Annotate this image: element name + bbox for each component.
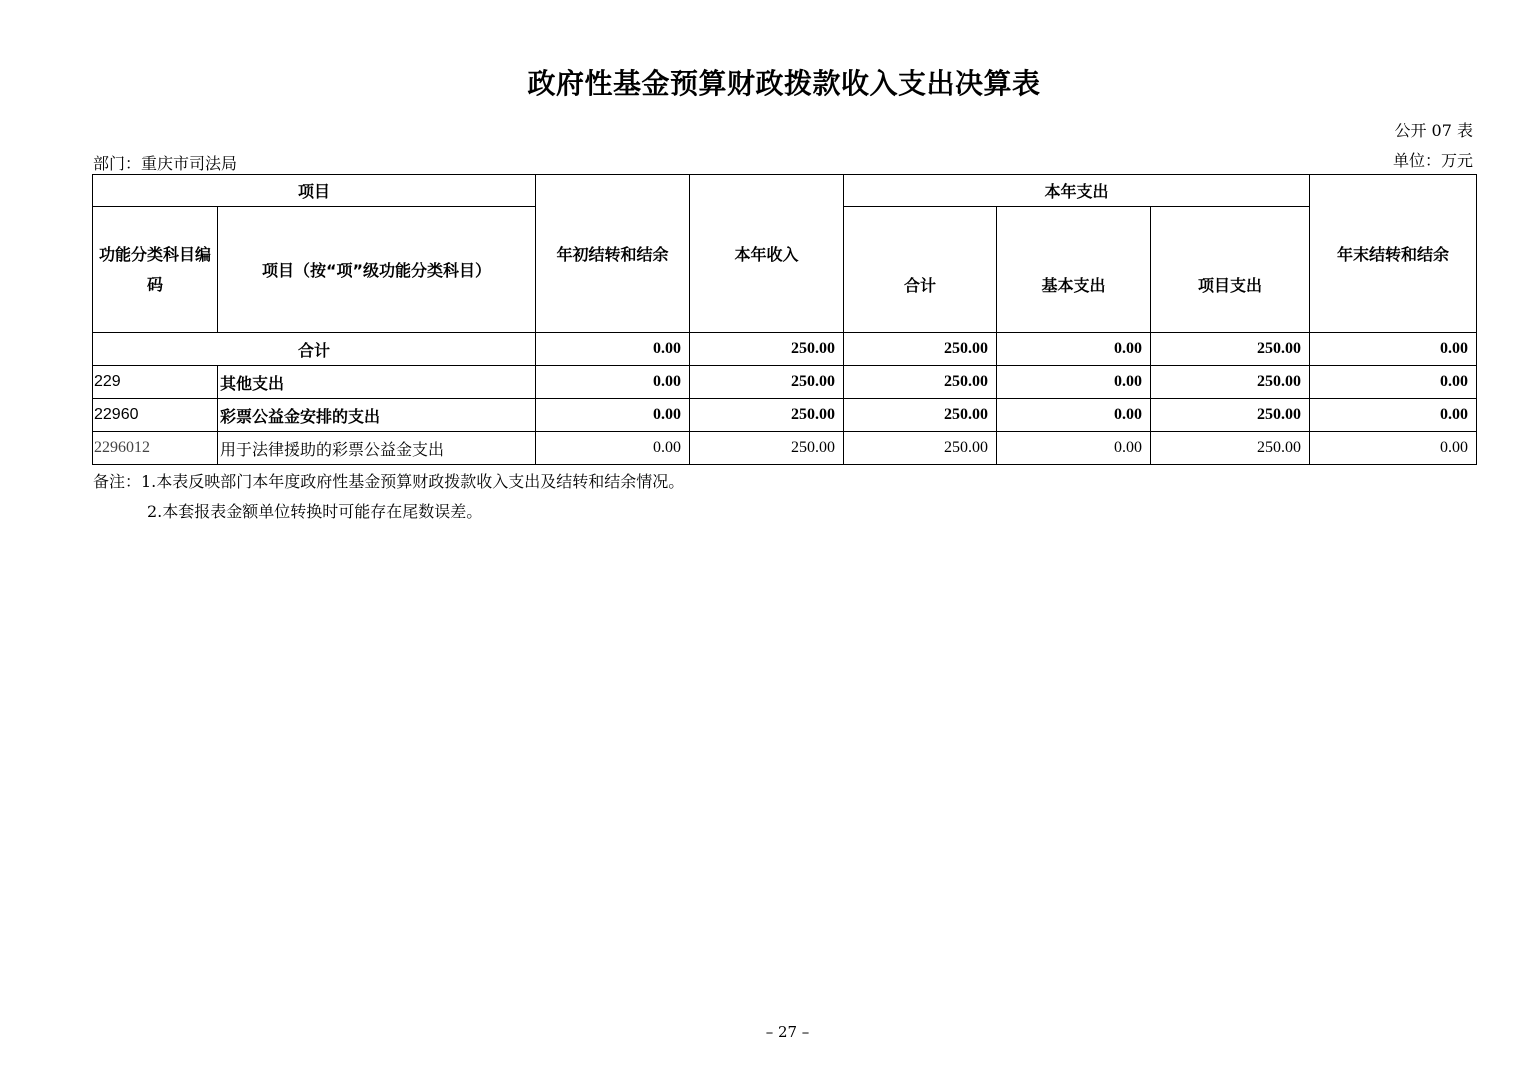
header-project-name: 项目（按“项”级功能分类科目）	[218, 207, 536, 333]
notes	[93, 467, 684, 527]
cell-exp-basic: 0.00	[997, 399, 1151, 432]
header-func-code: 功能分类科目编码	[93, 207, 218, 333]
cell-exp-total: 250.00	[844, 432, 997, 465]
header-exp-project: 项目支出	[1151, 207, 1310, 333]
cell-exp-basic: 0.00	[997, 333, 1151, 366]
cell-opening: 0.00	[536, 399, 690, 432]
cell-code: 2296012	[93, 432, 218, 465]
cell-name: 用于法律援助的彩票公益金支出	[218, 432, 536, 465]
department-label: 部门：重庆市司法局	[93, 154, 238, 173]
cell-exp-project: 250.00	[1151, 432, 1310, 465]
table-row	[93, 432, 1477, 465]
cell-exp-basic: 0.00	[997, 432, 1151, 465]
note-line-1: 备注：1.本表反映部门本年度政府性基金预算财政拨款收入支出及结转和结余情况。	[93, 472, 685, 491]
cell-closing: 0.00	[1310, 432, 1477, 465]
budget-table	[92, 174, 1477, 465]
cell-opening: 0.00	[536, 333, 690, 366]
header-opening-balance: 年初结转和结余	[536, 175, 690, 333]
cell-closing: 0.00	[1310, 333, 1477, 366]
cell-income: 250.00	[690, 399, 844, 432]
cell-income: 250.00	[690, 366, 844, 399]
total-label: 合计	[93, 333, 536, 366]
cell-exp-project: 250.00	[1151, 333, 1310, 366]
table-row	[93, 399, 1477, 432]
cell-exp-basic: 0.00	[997, 366, 1151, 399]
table-row	[93, 366, 1477, 399]
cell-name: 其他支出	[218, 366, 536, 399]
cell-closing: 0.00	[1310, 399, 1477, 432]
header-income: 本年收入	[690, 175, 844, 333]
page-number: – 27 –	[765, 1023, 810, 1041]
cell-exp-project: 250.00	[1151, 366, 1310, 399]
cell-exp-total: 250.00	[844, 399, 997, 432]
header-project: 项目	[93, 175, 536, 207]
cell-income: 250.00	[690, 432, 844, 465]
header-exp-basic: 基本支出	[997, 207, 1151, 333]
cell-income: 250.00	[690, 333, 844, 366]
cell-name: 彩票公益金安排的支出	[218, 399, 536, 432]
cell-exp-project: 250.00	[1151, 399, 1310, 432]
form-number: 公开 07 表	[1394, 121, 1473, 140]
header-exp-total: 合计	[844, 207, 997, 333]
header-expenditure: 本年支出	[844, 175, 1310, 207]
table-row-total	[93, 333, 1477, 366]
cell-code: 229	[93, 366, 218, 399]
cell-exp-total: 250.00	[844, 366, 997, 399]
page-title: 政府性基金预算财政拨款收入支出决算表	[527, 67, 1041, 100]
cell-code: 22960	[93, 399, 218, 432]
cell-closing: 0.00	[1310, 366, 1477, 399]
cell-opening: 0.00	[536, 366, 690, 399]
note-line-2: 2.本套报表金额单位转换时可能存在尾数误差。	[147, 502, 483, 521]
cell-opening: 0.00	[536, 432, 690, 465]
unit-label: 单位：万元	[1392, 151, 1473, 170]
cell-exp-total: 250.00	[844, 333, 997, 366]
header-closing-balance: 年末结转和结余	[1310, 175, 1477, 333]
